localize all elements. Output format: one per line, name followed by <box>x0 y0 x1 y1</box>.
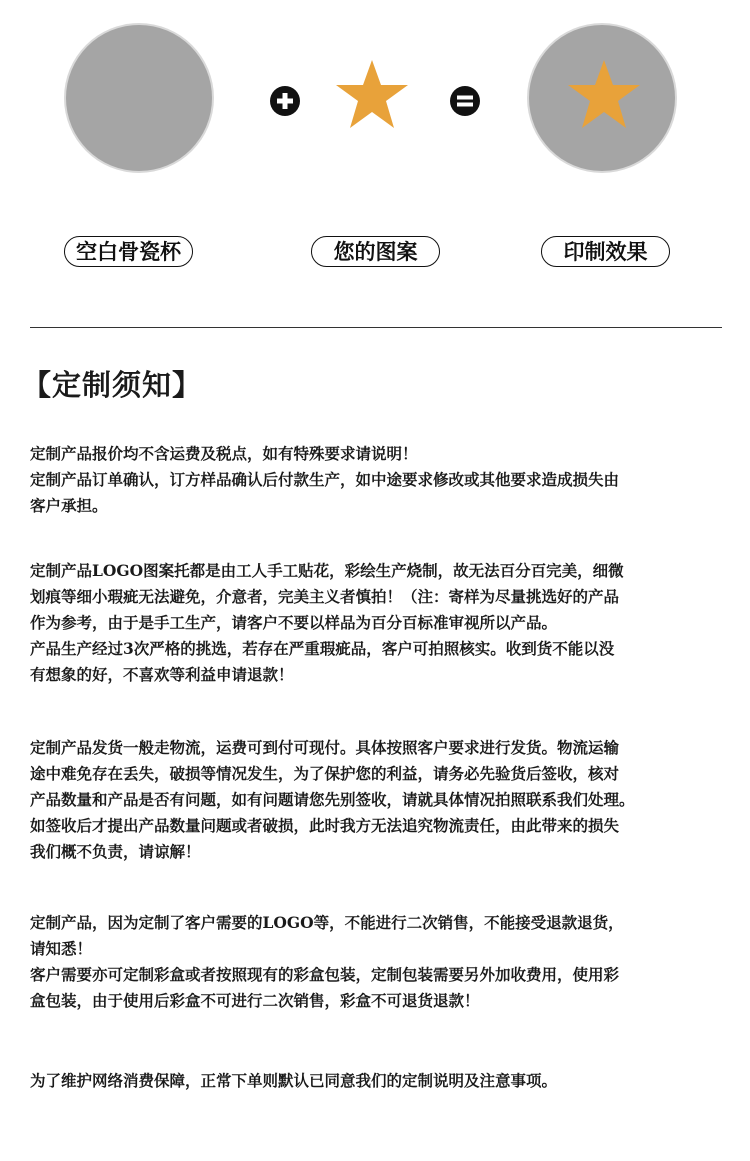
divider <box>30 327 722 328</box>
notice-line: 产品生产经过3次严格的挑选，若存在严重瑕疵品，客户可拍照核实。收到货不能以没 <box>30 639 615 658</box>
notice-line: 划痕等细小瑕疵无法避免，介意者，完美主义者慎拍！（注：寄样为尽量挑选好的产品 <box>30 587 620 606</box>
notice-line: 定制产品发货一般走物流，运费可到付可现付。具体按照客户要求进行发货。物流运输 <box>30 738 620 757</box>
section-title: 【定制须知】 <box>22 368 203 402</box>
notice-line: 我们概不负责，请谅解！ <box>30 842 201 861</box>
notice-paragraph <box>30 441 730 519</box>
notice-line: 作为参考，由于是手工生产，请客户不要以样品为百分百标准审视所以产品。 <box>30 613 558 632</box>
notice-line: 客户承担。 <box>30 496 108 515</box>
blank-mug-circle <box>66 25 212 171</box>
notice-line: 定制产品，因为定制了客户需要的LOGO等，不能进行二次销售，不能接受退款退货， <box>30 913 624 932</box>
notice-line: 客户需要亦可定制彩盒或者按照现有的彩盒包装，定制包装需要另外加收费用，使用彩 <box>30 965 620 984</box>
notice-line: 为了维护网络消费保障，正常下单则默认已同意我们的定制说明及注意事项。 <box>30 1071 558 1090</box>
plus-icon <box>270 86 300 116</box>
notice-line: 如签收后才提出产品数量问题或者破损，此时我方无法追究物流责任，由此带来的损失 <box>30 816 620 835</box>
equals-icon <box>450 86 480 116</box>
notice-line: 有想象的好，不喜欢等利益申请退款！ <box>30 665 294 684</box>
notice-line: 定制产品订单确认，订方样品确认后付款生产，如中途要求修改或其他要求造成损失由 <box>30 470 620 489</box>
notice-line: 请知悉！ <box>30 939 93 958</box>
label-blank-mug: 空白骨瓷杯 <box>64 236 193 267</box>
notice-paragraph <box>30 735 730 865</box>
star-icon <box>334 58 410 130</box>
notice-paragraph <box>30 558 730 688</box>
notice-paragraph <box>30 910 730 1014</box>
notice-line: 定制产品报价均不含运费及税点，如有特殊要求请说明！ <box>30 444 418 463</box>
notice-line: 定制产品LOGO图案托都是由工人手工贴花，彩绘生产烧制，故无法百分百完美，细微 <box>30 561 624 580</box>
notice-line: 产品数量和产品是否有问题，如有问题请您先别签收，请就具体情况拍照联系我们处理。 <box>30 790 635 809</box>
label-your-pattern: 您的图案 <box>311 236 440 267</box>
label-print-result: 印制效果 <box>541 236 670 267</box>
notice-line: 盒包装，由于使用后彩盒不可进行二次销售，彩盒不可退货退款！ <box>30 991 480 1010</box>
printed-star-icon <box>566 58 642 130</box>
notice-paragraph <box>30 1068 730 1094</box>
notice-line: 途中难免存在丢失，破损等情况发生，为了保护您的利益，请务必先验货后签收，核对 <box>30 764 620 783</box>
